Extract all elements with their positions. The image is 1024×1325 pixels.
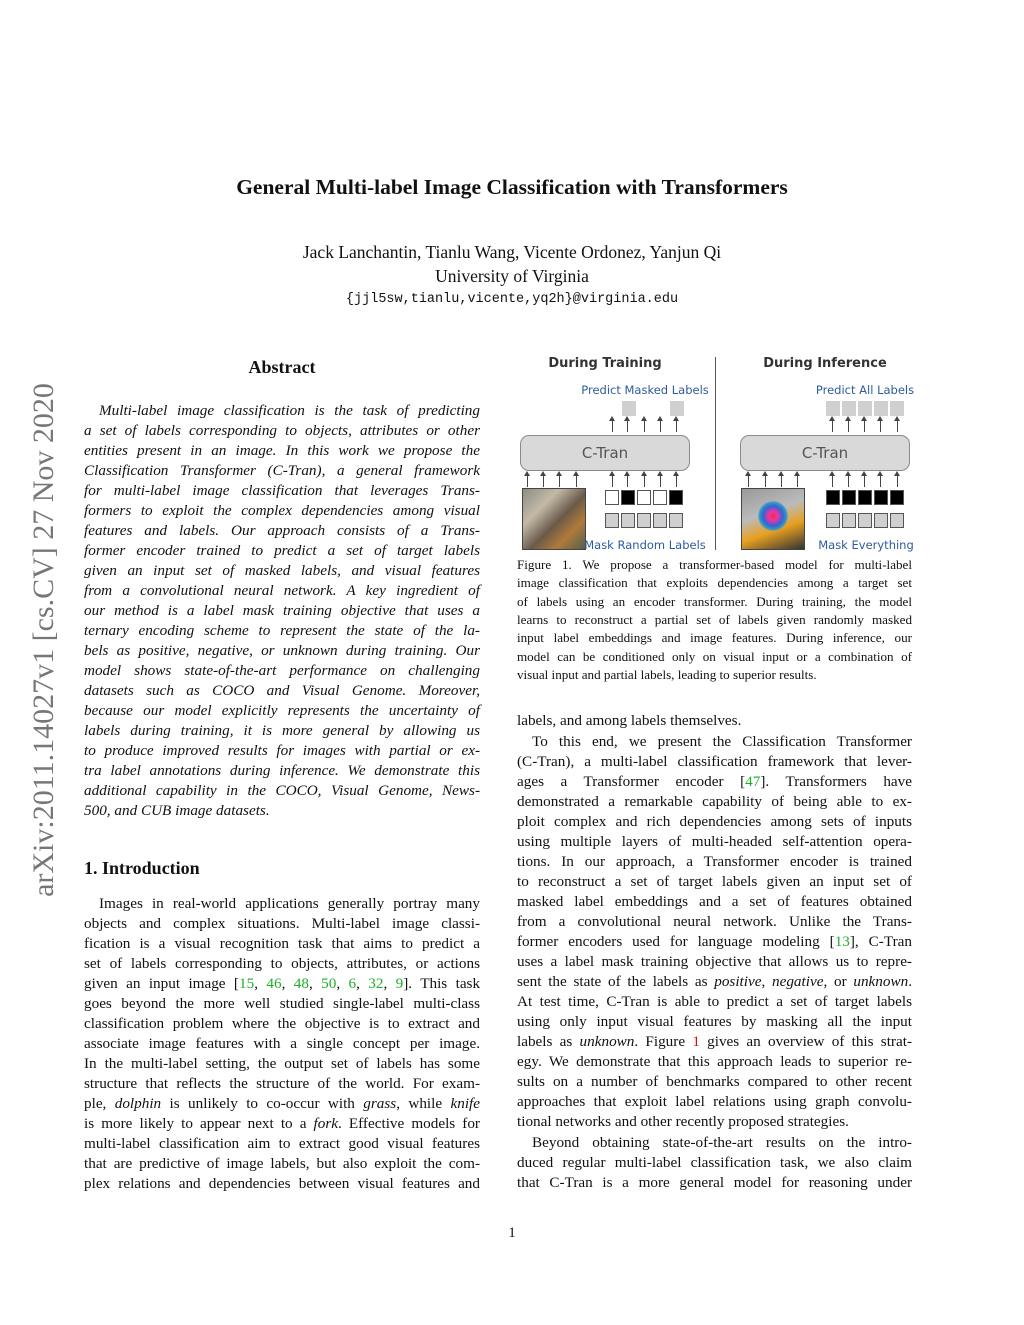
text-line: duced regular multi-label classification task, we also claim xyxy=(517,1154,912,1171)
text-line: our method is a label mask training objective that uses a xyxy=(84,602,480,619)
text-line: set of labels corresponding to objects, attributes, or actions xyxy=(84,955,480,972)
mask-everything-label: Mask Everything xyxy=(818,538,914,552)
text-line: to produce improved results for images with partial or ex- xyxy=(84,742,480,759)
text-segment: ], C-Tran xyxy=(849,933,912,950)
text-line: masked label embeddings and a set of features obtained xyxy=(517,893,912,910)
text-line: that C-Tran is a more general model for reasoning under xyxy=(517,1174,912,1191)
c-tran-box-inference: C-Tran xyxy=(740,435,910,471)
text-segment: given an input image [ xyxy=(84,975,239,992)
arrow-up-icon xyxy=(748,475,749,487)
text-line: using only input visual features by masking all the input xyxy=(517,1013,912,1030)
text-segment: ple, xyxy=(84,1095,115,1112)
label-embedding-square xyxy=(669,513,683,528)
citation-link[interactable]: 46 xyxy=(266,975,282,992)
arrow-up-icon xyxy=(848,475,849,487)
text-line xyxy=(84,1095,480,1113)
label-state-square xyxy=(842,490,856,505)
text-segment[interactable]: gives an overview of this strat- xyxy=(699,1033,913,1050)
arrow-up-icon xyxy=(660,475,661,487)
text-line: objects and complex situations. Multi-label image classi- xyxy=(84,915,480,932)
text-line: egy. We demonstrate that this approach leads to superior re- xyxy=(517,1053,912,1070)
arrow-up-icon xyxy=(612,475,613,487)
page-number: 1 xyxy=(508,1225,516,1241)
c-tran-box-training: C-Tran xyxy=(520,435,690,471)
text-line: model shows state-of-the-art performance on challenging xyxy=(84,662,480,679)
output-label-square xyxy=(890,401,904,416)
output-label-square xyxy=(858,401,872,416)
label-embedding-square xyxy=(858,513,872,528)
text-line: To this end, we present the Classification Transformer xyxy=(532,733,912,750)
text-segment: . Effective models for xyxy=(338,1115,480,1132)
predict-masked-label: Predict Masked Labels xyxy=(581,383,709,397)
label-state-square xyxy=(653,490,667,505)
text-line: associate image features with a single concept per image. xyxy=(84,1035,480,1052)
text-segment: is more likely to appear next to a xyxy=(84,1115,314,1132)
arrow-up-icon xyxy=(644,420,645,432)
arrow-up-icon xyxy=(576,475,577,487)
text-line: Images in real-world applications generally portray many xyxy=(99,895,480,912)
mask-random-label: Mask Random Labels xyxy=(584,538,706,552)
emphasis: negative xyxy=(772,973,824,990)
text-segment: , xyxy=(308,975,322,992)
text-line xyxy=(517,973,912,991)
emphasis: unknown xyxy=(853,973,909,990)
citation-link[interactable]: 9 xyxy=(395,975,404,992)
arrow-up-icon xyxy=(543,475,544,487)
text-line: demonstrated a remarkable capability of being able to ex- xyxy=(517,793,912,810)
arrow-up-icon xyxy=(897,475,898,487)
text-line xyxy=(517,773,912,791)
label-embedding-square xyxy=(874,513,888,528)
label-state-square xyxy=(826,490,840,505)
text-segment: , or xyxy=(823,973,854,990)
emphasis: grass xyxy=(363,1095,397,1112)
text-line: datasets such as COCO and Visual Genome. Moreover, xyxy=(84,682,480,699)
arrow-up-icon xyxy=(848,420,849,432)
label-embedding-square xyxy=(621,513,635,528)
text-line: sults on a number of benchmarks compared to other recent xyxy=(517,1073,912,1090)
email: {jjl5sw,tianlu,vicente,yq2h}@virginia.edu xyxy=(345,292,679,307)
text-line: Multi-label image classification is the task of predicting xyxy=(99,402,480,419)
text-line: Figure 1. We propose a transformer-based model for multi-label xyxy=(517,557,912,572)
label-embedding-square xyxy=(842,513,856,528)
text-line: model can be conditioned only on visual input or a combination of xyxy=(517,648,912,664)
figure-ref-link[interactable]: 1 xyxy=(692,1033,700,1050)
arrow-up-icon xyxy=(880,420,881,432)
text-line xyxy=(517,1033,912,1051)
label-state-square xyxy=(637,490,651,505)
text-line xyxy=(84,1115,480,1133)
text-segment: , xyxy=(356,975,369,992)
text-line: tions. In our approach, a Transformer encoder is trained xyxy=(517,853,912,870)
paper-title: General Multi-label Image Classification with Transformers xyxy=(236,175,788,199)
text-line: tra label annotations during inference. We demonstrate this xyxy=(84,762,480,779)
label-embedding-square xyxy=(637,513,651,528)
label-state-square xyxy=(605,490,619,505)
label-embedding-square xyxy=(653,513,667,528)
label-state-square xyxy=(621,490,635,505)
text-line: approaches that exploit label relations using graph convolu- xyxy=(517,1093,912,1110)
output-label-square xyxy=(826,401,840,416)
citation-link[interactable]: 6 xyxy=(348,975,357,992)
text-line: Beyond obtaining state-of-the-art results on the intro- xyxy=(532,1134,912,1151)
citation-link[interactable]: 47 xyxy=(745,773,761,790)
text-line: visual input and partial labels, leading to superior results. xyxy=(517,666,817,682)
arrow-up-icon xyxy=(559,475,560,487)
label-embedding-square xyxy=(605,513,619,528)
text-line: image classification that exploits dependencies among a target set xyxy=(517,575,912,591)
text-segment: , xyxy=(761,973,772,990)
text-segment: ]. Transformers have xyxy=(760,773,912,790)
arrow-up-icon xyxy=(612,420,613,432)
text-line: In the multi-label setting, the output set of labels has some xyxy=(84,1055,480,1072)
text-line: ternary encoding scheme to represent the state of the la- xyxy=(84,622,480,639)
arrow-up-icon xyxy=(660,420,661,432)
citation-link[interactable]: 32 xyxy=(368,975,384,992)
text-segment: , xyxy=(383,975,396,992)
inference-title: During Inference xyxy=(763,356,887,371)
text-line: learns to reconstruct a partial set of labels given randomly masked xyxy=(517,611,912,627)
text-segment: is unlikely to co-occur with xyxy=(161,1095,364,1112)
output-label-square xyxy=(874,401,888,416)
label-state-square xyxy=(890,490,904,505)
text-line: from a convolutional neural network. A key ingredient of xyxy=(84,582,480,599)
text-line: multi-label classification aim to extract good visual features xyxy=(84,1135,480,1152)
text-line: bels as positive, negative, or unknown during training. Our xyxy=(84,642,480,659)
text-line xyxy=(84,975,480,993)
text-segment: labels as xyxy=(517,1033,580,1050)
arrow-up-icon xyxy=(832,475,833,487)
text-line: given an input set of masked labels, and visual features xyxy=(84,562,480,579)
text-line: from a convolutional neural network. Unlike the Trans- xyxy=(517,913,912,930)
text-line: for multi-label image classification that leverages Trans- xyxy=(84,482,480,499)
text-line: features and labels. Our approach consists of a Trans- xyxy=(84,522,480,539)
authors: Jack Lanchantin, Tianlu Wang, Vicente Ordonez, Yanjun Qi xyxy=(302,242,722,262)
arrow-up-icon xyxy=(797,475,798,487)
text-line: Classification Transformer (C-Tran), a general framework xyxy=(84,462,480,479)
text-line: tional networks and other recently proposed strategies. xyxy=(517,1113,849,1130)
text-line: classification problem where the objective is to extract and xyxy=(84,1015,480,1032)
arrow-up-icon xyxy=(832,420,833,432)
text-line: labels, and among labels themselves. xyxy=(517,712,742,729)
text-line: ploit complex and rich dependencies among sets of inputs xyxy=(517,813,912,830)
output-label-square xyxy=(670,401,684,416)
text-line: a set of labels corresponding to objects, attributes or other xyxy=(84,422,480,439)
text-segment: . Figure xyxy=(634,1033,693,1050)
text-line: former encoder trained to predict a set of target labels xyxy=(84,542,480,559)
citation-link[interactable]: 15 xyxy=(239,975,255,992)
arrow-up-icon xyxy=(676,475,677,487)
emphasis: dolphin xyxy=(114,1095,162,1112)
inference-image xyxy=(741,488,805,550)
abstract-heading: Abstract xyxy=(248,357,316,377)
text-line: because our model explicitly represents the uncertainty of xyxy=(84,702,480,719)
text-segment: , xyxy=(281,975,294,992)
figure-divider xyxy=(715,357,716,550)
text-line: formers to exploit the complex dependencies among visual xyxy=(84,502,480,519)
training-title: During Training xyxy=(548,356,662,371)
citation-link[interactable]: 13 xyxy=(834,933,850,950)
text-line: to reconstruct a set of target labels given an input set of xyxy=(517,873,912,890)
emphasis: fork xyxy=(313,1115,338,1132)
affiliation: University of Virginia xyxy=(435,266,589,286)
text-line: input label embeddings and image features. During inference, our xyxy=(517,630,912,646)
label-state-square xyxy=(874,490,888,505)
text-segment: . xyxy=(908,973,912,990)
arrow-up-icon xyxy=(864,420,865,432)
output-label-square xyxy=(842,401,856,416)
text-line: structure that reflects the structure of the world. For exam- xyxy=(84,1075,480,1092)
text-segment: sent the state of the labels as xyxy=(517,973,715,990)
text-segment: , xyxy=(254,975,267,992)
arrow-up-icon xyxy=(644,475,645,487)
arrow-up-icon xyxy=(765,475,766,487)
label-state-square xyxy=(669,490,683,505)
emphasis: positive xyxy=(714,973,762,990)
emphasis: unknown xyxy=(579,1033,635,1050)
arrow-up-icon xyxy=(527,475,528,487)
label-state-square xyxy=(858,490,872,505)
text-line: At test time, C-Tran is able to predict a set of target labels xyxy=(517,993,912,1010)
text-line: that are predictive of image labels, but also exploit the com- xyxy=(84,1155,480,1172)
text-line xyxy=(517,933,912,951)
text-segment[interactable]: ages a Transformer encoder [ xyxy=(517,773,746,790)
text-line: (C-Tran), a multi-label classification framework that lever- xyxy=(517,753,912,770)
text-line: goes beyond the more well studied single-label multi-class xyxy=(84,995,480,1012)
arrow-up-icon xyxy=(627,475,628,487)
citation-link[interactable]: 50 xyxy=(321,975,337,992)
training-image xyxy=(522,488,586,550)
text-line: labels during training, it is more general by allowing us xyxy=(84,722,480,739)
label-embedding-square xyxy=(890,513,904,528)
arrow-up-icon xyxy=(880,475,881,487)
text-line: 500, and CUB image datasets. xyxy=(84,802,270,819)
emphasis: knife xyxy=(450,1095,480,1112)
text-line: fication is a visual recognition task that aims to predict a xyxy=(84,935,480,952)
text-segment: , xyxy=(336,975,349,992)
text-segment: , while xyxy=(396,1095,451,1112)
arrow-up-icon xyxy=(864,475,865,487)
predict-all-label: Predict All Labels xyxy=(815,383,915,397)
arrow-up-icon xyxy=(627,420,628,432)
arrow-up-icon xyxy=(897,420,898,432)
output-label-square xyxy=(622,401,636,416)
label-embedding-square xyxy=(826,513,840,528)
citation-link[interactable]: 48 xyxy=(293,975,309,992)
text-segment: former encoders used for language modeling [ xyxy=(517,933,835,950)
arrow-up-icon xyxy=(781,475,782,487)
arrow-up-icon xyxy=(676,420,677,432)
text-line: plex relations and dependencies between visual features and xyxy=(84,1175,480,1192)
arxiv-sidebar-stamp: arXiv:2011.14027v1 [cs.CV] 27 Nov 2020 xyxy=(27,383,60,897)
text-line: of labels using an encoder transformer. During training, the model xyxy=(517,593,912,609)
text-line: using multiple layers of multi-headed self-attention opera- xyxy=(517,833,912,850)
intro-heading: 1. Introduction xyxy=(84,858,200,878)
text-line: entities present in an image. In this work we propose the xyxy=(84,442,480,459)
text-segment: ]. This task xyxy=(403,975,481,992)
text-line: additional capability in the COCO, Visual Genome, News- xyxy=(84,782,480,799)
text-line: uses a label mask training objective that allows us to repre- xyxy=(517,953,912,970)
